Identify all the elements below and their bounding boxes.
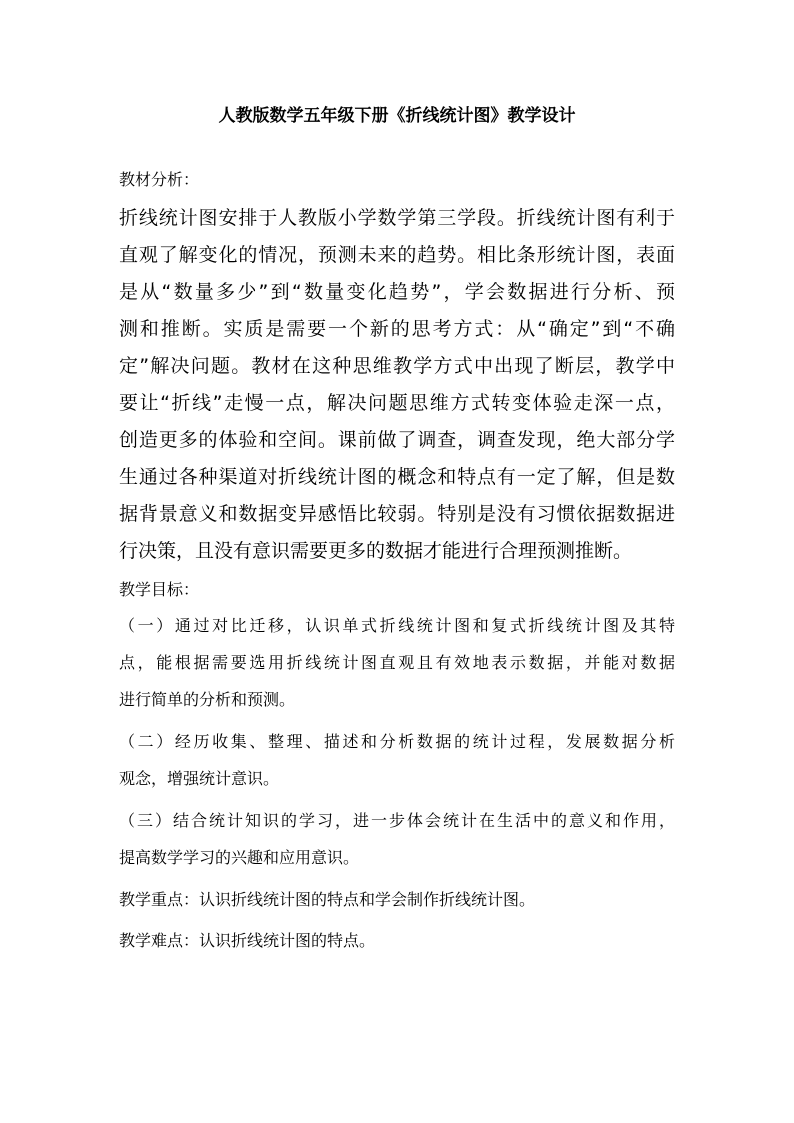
goal-line: （二）经历收集、整理、描述和分析数据的统计过程，发展数据分析 [119, 732, 675, 751]
analysis-line: 是从“数量多少”到“数量变化趋势”，学会数据进行分析、预 [119, 281, 675, 303]
analysis-line: 据背景意义和数据变异感悟比较弱。特别是没有习惯依据数据进 [119, 503, 675, 525]
goal-line: （一）通过对比迁移，认识单式折线统计图和复式折线统计图及其特 [119, 616, 675, 635]
analysis-line: 直观了解变化的情况，预测未来的趋势。相比条形统计图，表面 [119, 244, 675, 266]
analysis-line: 测和推断。实质是需要一个新的思考方式：从“确定”到“不确 [119, 318, 675, 340]
goal-line: （三）结合统计知识的学习，进一步体会统计在生活中的意义和作用， [119, 811, 675, 830]
goal-line: 提高数学学习的兴趣和应用意识。 [119, 848, 360, 867]
analysis-line: 行决策，且没有意识需要更多的数据才能进行合理预测推断。 [119, 540, 633, 562]
difficulty: 教学难点：认识折线统计图的特点。 [119, 931, 376, 950]
goal-line: 点，能根据需要选用折线统计图直观且有效地表示数据，并能对数据 [119, 653, 675, 672]
analysis-heading: 教材分析： [119, 170, 200, 189]
analysis-line: 创造更多的体验和空间。课前做了调查，调查发现，绝大部分学 [119, 429, 675, 451]
analysis-line: 折线统计图安排于人教版小学数学第三学段。折线统计图有利于 [119, 207, 675, 229]
key-point: 教学重点：认识折线统计图的特点和学会制作折线统计图。 [119, 890, 536, 909]
goals-heading: 教学目标： [119, 580, 200, 599]
analysis-line: 定”解决问题。教材在这种思维教学方式中出现了断层，教学中 [119, 355, 675, 377]
document-title: 人教版数学五年级下册《折线统计图》教学设计 [218, 106, 576, 126]
goal-line: 进行简单的分析和预测。 [119, 690, 296, 709]
goal-line: 观念，增强统计意识。 [119, 769, 280, 788]
analysis-line: 要让“折线”走慢一点，解决问题思维方式转变体验走深一点， [119, 392, 675, 414]
analysis-line: 生通过各种渠道对折线统计图的概念和特点有一定了解，但是数 [119, 466, 675, 488]
